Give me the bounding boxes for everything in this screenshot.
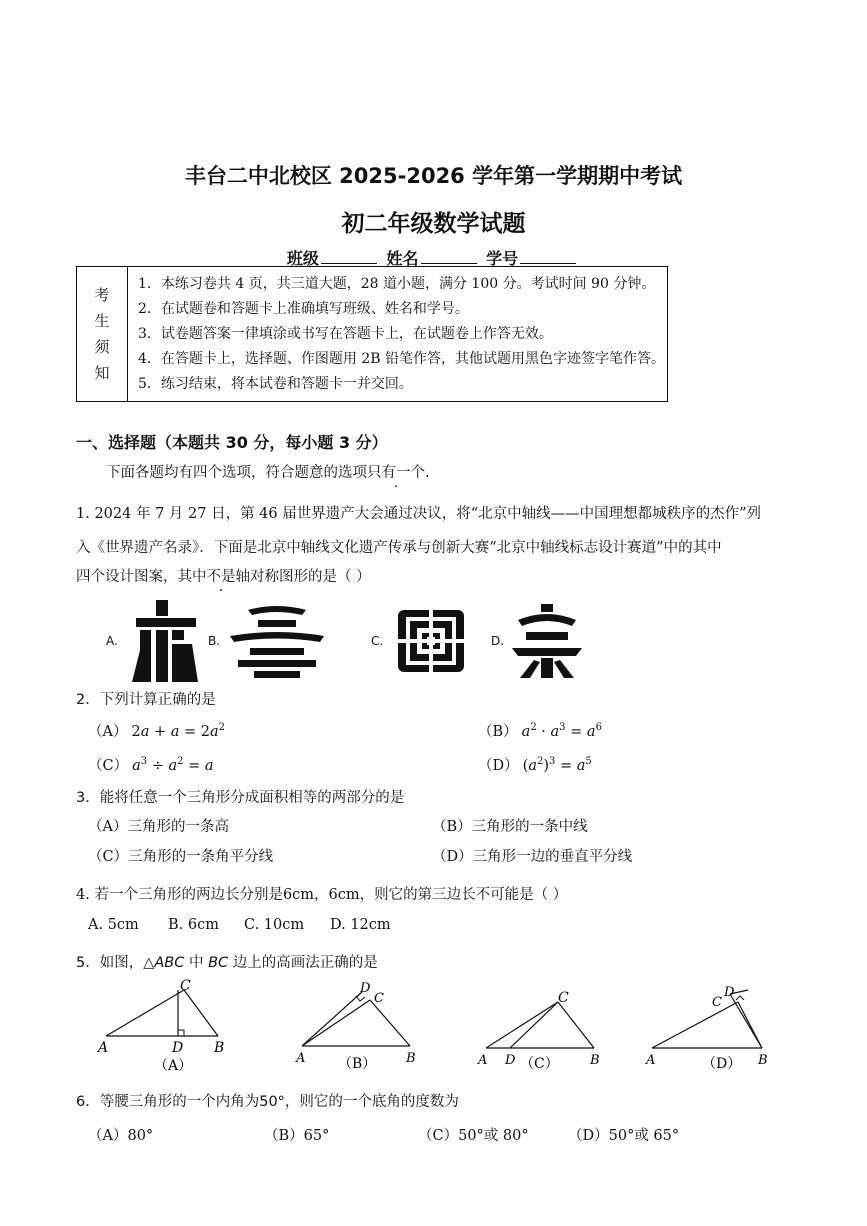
q1-label-d: D. [491,634,505,648]
svg-text:（C）: （C） [520,1056,559,1072]
exam-notice-box [76,266,668,402]
q4-option-b: B. 6cm [168,917,219,933]
section-instruction: 下面各题均有四个选项，符合题意的选项只有一个. [106,465,430,481]
notice-item: 5．练习结束，将本试卷和答题卡一并交回。 [138,375,413,392]
class-label: 班级 [286,249,319,268]
q1-label-b: B. [208,634,221,648]
svg-text:B: B [758,1053,768,1068]
notice-item: 3．试卷题答案一律填涂或书写在答题卡上，在试题卷上作答无效。 [138,325,553,342]
q3-option-b: （B）三角形的一条中线 [432,819,588,835]
q6-option-c: （C）50°或 80° [418,1128,529,1144]
q2-stem: 2．下列计算正确的是 [76,692,216,708]
q3-stem: 3．能将任意一个三角形分成面积相等的两部分的是 [76,790,405,806]
q6-option-d: （D）50°或 65° [568,1128,680,1144]
svg-text:C: C [712,995,722,1010]
logo-d-icon [512,604,582,678]
q4-option-c: C. 10cm [244,917,305,933]
q2-option-c: （C） $a^3 \div a^2 = a$ [88,756,214,774]
q2-option-d: （D） $(a^2)^3 = a^5$ [478,756,592,774]
notice-item: 4．在答题卡上，选择题、作图题用 2B 铅笔作答，其他试题用黑色字迹签字笔作答。 [138,350,666,367]
svg-text:B: B [590,1053,600,1068]
logo-a-icon [132,600,200,682]
svg-text:D: D [360,981,371,996]
q3-option-c: （C）三角形的一条角平分线 [88,849,274,865]
q2-option-b: （B） $a^2 \cdot a^3 = a^6$ [478,722,602,740]
q3-option-a: （A）三角形的一条高 [88,819,229,835]
subject-title: 初二年级数学试题 [341,211,526,237]
class-blank[interactable] [321,249,377,264]
q4-stem: 4. 若一个三角形的两边长分别是6cm，6cm，则它的第三边长不可能是（ ） [76,887,568,903]
notice-heading: 考 生 须 知 [77,267,128,402]
section-title: 一、选择题（本题共 30 分，每小题 3 分） [76,433,388,452]
svg-text:（A）: （A） [154,1058,193,1074]
q5-figure-c [472,976,612,1074]
name-blank[interactable] [421,249,477,264]
svg-text:C: C [180,978,191,994]
q1-line2: 入《世界遗产名录》．下面是北京中轴线文化遗产传承与创新大赛“北京中轴线标志设计赛道”中的其中 [76,540,722,556]
svg-text:D: D [724,985,735,1000]
notice-item: 2．在试题卷和答题卡上准确填写班级、姓名和学号。 [138,300,469,317]
name-label: 姓名 [386,249,419,268]
q1-label-c: C. [371,634,384,648]
svg-text:B: B [214,1040,225,1056]
logo-c-icon [396,608,466,674]
q1-label-a: A. [106,634,118,648]
svg-text:A: A [646,1053,656,1068]
q6-option-b: （B）65° [264,1128,330,1144]
id-blank[interactable] [520,249,576,264]
q1-line3: 四个设计图案，其中不是轴对称图形的是（ ） [76,569,371,585]
school-title: 丰台二中北校区 2025-2026 学年第一学期期中考试 [184,164,683,188]
id-label: 学号 [486,249,519,268]
svg-text:D: D [505,1053,516,1068]
q5-figure-a [96,976,236,1074]
svg-text:B: B [406,1051,416,1066]
svg-text:（B）: （B） [338,1056,377,1072]
svg-text:（D）: （D） [702,1056,742,1072]
logo-b-icon [228,604,326,678]
q4-option-a: A. 5cm [88,917,139,933]
svg-text:A: A [98,1040,109,1056]
q5-figure-d [644,976,784,1074]
svg-text:C: C [558,990,569,1006]
svg-text:D: D [172,1040,184,1056]
emphasis-text: 只有一个 [367,465,425,481]
svg-text:A: A [296,1051,306,1066]
q6-stem: 6．等腰三角形的一个内角为50°，则它的一个底角的度数为 [76,1094,459,1110]
svg-text:A: A [478,1053,488,1068]
q5-figure-b [292,976,432,1074]
q4-option-d: D. 12cm [330,917,391,933]
notice-item: 1．本练习卷共 4 页，共三道大题，28 道小题，满分 100 分。考试时间 90 分钟。 [138,275,656,292]
q5-stem: 5．如图，△ABC 中 BC 边上的高画法正确的是 [76,955,378,971]
notice-items [128,267,668,402]
q2-option-a: （A） $2a + a = 2a^2$ [88,722,226,740]
q6-option-a: （A）80° [88,1128,154,1144]
q1-line1: 1. 2024 年 7 月 27 日，第 46 届世界遗产大会通过决议，将“北京中轴线——中国理想都城秩序的杰作”列 [76,506,762,522]
svg-text:C: C [374,991,384,1006]
q3-option-d: （D）三角形一边的垂直平分线 [432,849,633,865]
